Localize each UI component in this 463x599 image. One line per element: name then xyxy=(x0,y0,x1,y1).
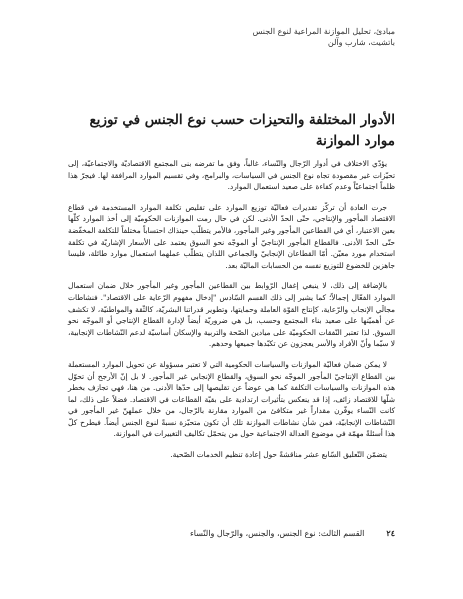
page-footer xyxy=(68,528,395,538)
paragraph-5: يتضمّن التّعليق السّابع عشر مناقشةً حول إعادة تنظيم الخدمات الصّحية. xyxy=(170,450,387,460)
paragraph-3: بالإضافة إلى ذلك، لا ينبغي إغفال الرّوابط بين القطاعين المأجور وغير المأجور خلال ضمان استعمال الموارد الفعّال إجمالاً؛ كما يشير إلى ذلك القسم السّادس "إدخال مفهوم الرّعاية على الاقتصاد". فنشاطات مجالَي الإنجاب والرّعاية، كإنتاج القوّة العاملة وحمايتها، وتطوير قدراتنا البشريّة، كالثّقة والمواطنيّة، لا تكشف عن أهميّتها على صعيد بناء المجتمع وحسب، بل هي ضروريّة أيضاً لإدارة القطاع الإنتاجي أو الموجّه نحو السوق. لذا تعتبر النّفقات الحكوميّة على ميادين الصّحة والتربية والإسكان أساسيّة لدعم النّشاطات الإنجابية، لا سيّما وأنّ الأفراد والأسر يعجزون عن تكبّدها جميعها وحدهم. xyxy=(68,281,395,349)
section-title: الأدوار المختلفة والتحيزات حسب نوع الجنس في توزيع موارد الموازنة xyxy=(89,112,395,149)
running-head-line-1: مبادئ، تحليل الموازنة المراعية لنوع الجنس xyxy=(252,27,395,36)
paragraph-2: جرت العادة أن تركّز تقديرات فعاليّة توزيع الموارد على تقليص تكلفة الموارد المستخدمة في قطاع الاقتصاد المأجور والإنتاجي، حتّى الحدّ الأدنى. لكن في حال رمت الموازنات الحكوميّة إلى أخذ الموارد كلّها بعين الاعتبار، أي في القطاعين المأجور وغير المأجور، فالأمر يتطلّب حينذاك احتساباً مختلفاً للتكلفة المخفّضة حتّى الحدّ الأدنى. فالقطاع المأجور الإنتاجيّ أو الموجّه نحو السوق يعتمد على الأسعار الإشاريّة في تكلفة استخدام مورد معيّن. أمّا القطاعان الإنجابيّ والجماعي اللذان يتطلّب عملهما استعمال موارد طائلة، فليسا جاهزين للخضوع للتوزيع نفسه من الحسابات الماليّة بعد. xyxy=(68,202,395,270)
body-text xyxy=(68,158,395,470)
paragraph-4: لا يمكن ضمان فعاليّة الموازنات والسياسات الحكومية التي لا تعتبر مسؤولة عن تحويل الموارد المستعملة بين القطاع الإنتاجيّ المأجور الموجّه نحو السوق، والقطاع الإنجابي غير المأجور. لا بل إنّ الأرجح أن تحوّل هذه الموازنات والسياسات التكلفة كما هي عوضاً عن تقليصها إلى حدّها الأدنى. من هنا، فهي تجازف بخطر شلّها للاقتصاد زائف، إذا قد ينعكس بتأثيرات ارتدادية على بقيّة القطاعات في الاقتصاد. فضلاً على ذلك، لما كانت النّساء يوفّرن مقداراً غير متكافئ من الموارد مقارنة بالرّجال، من خلال عملهنّ غير المأجور في النّشاطات الإنجابيّة، فمن شأن نشاطات الموازنة تلك أن تكون متحيّزة نسبةً لنوع الجنس أيضاً. فيطرح كلّ هذا أسئلةً مهمّة في موضوع العدالة الاجتماعية حول من يتحمّل تكاليف التغييرات في الموازنة. xyxy=(68,359,395,439)
running-head xyxy=(65,26,395,48)
paragraph-1: يؤدّي الاختلاف في أدوار الرّجال والنّساء، غالباً، وفق ما تفرضه بنى المجتمع الاقتصاديّة والاجتماعيّة، إلى تحيّزات غير مقصودة تجاه نوع الجنس في السياسات، والبرامج، وفي تقسيم الموارد المرافقة لها. فيجرّ هذا ظلماً اجتماعيّاً وعدم كفاءة على صعيد استعمال الموارد. xyxy=(68,159,395,192)
running-head-line-2: باتشيت، شارب وآلن xyxy=(327,38,395,47)
footer-section-title: القسم الثالث: نوع الجنس، والجنس، والرّجال والنّساء xyxy=(190,528,365,538)
page-number: ٢٤ xyxy=(386,528,395,538)
